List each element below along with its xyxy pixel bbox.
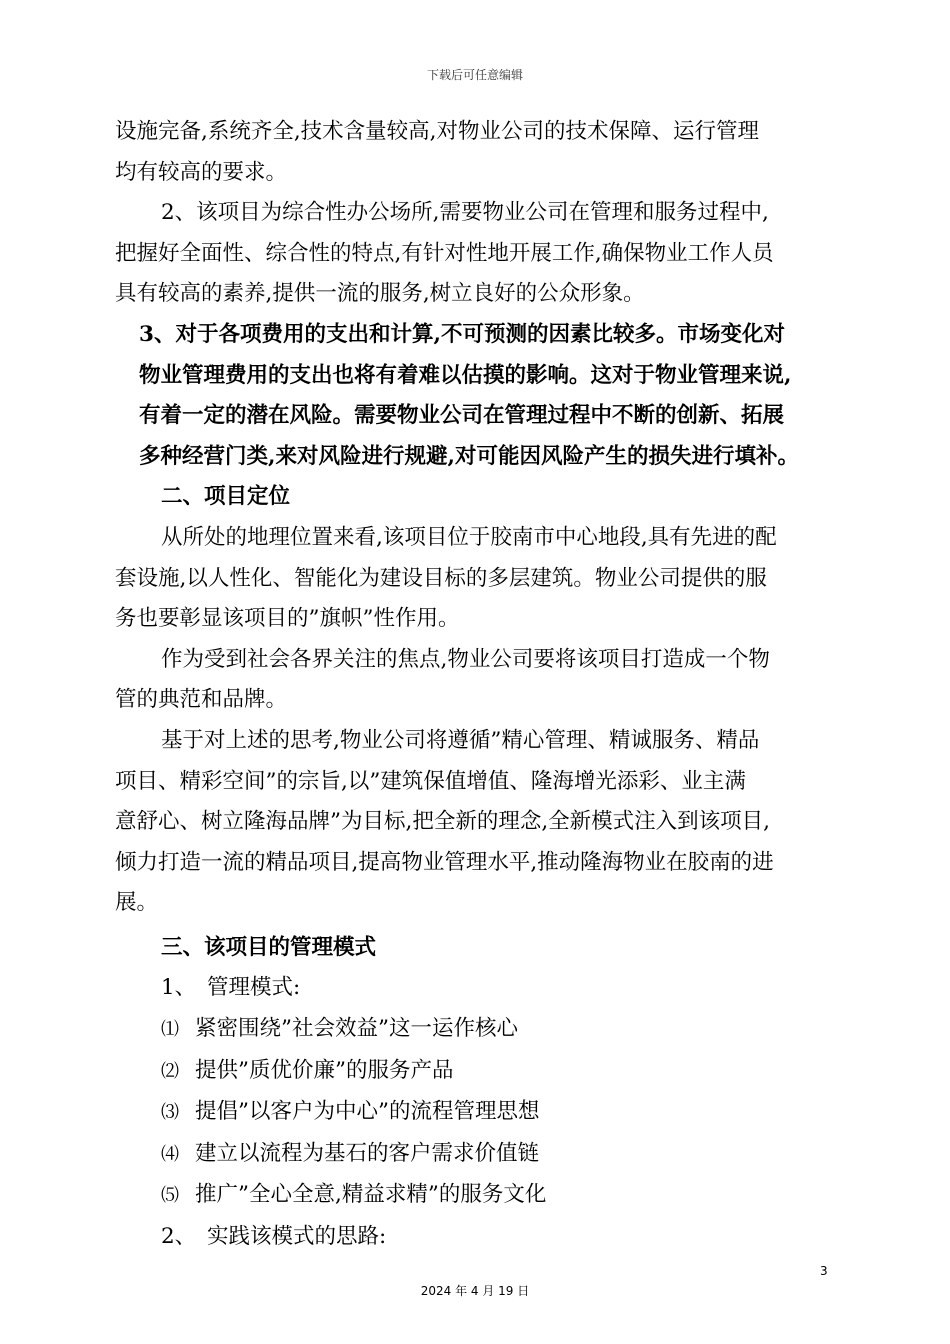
sub-list-text: 提供”质优价廉”的服务产品 <box>195 1057 454 1083</box>
paragraph-line: 从所处的地理位置来看,该项目位于胶南市中心地段,具有先进的配 <box>161 524 777 550</box>
list-text: 实践该模式的思路: <box>207 1224 387 1250</box>
paragraph-line: 意舒心、树立隆海品牌”为目标,把全新的理念,全新模式注入到该项目, <box>115 809 770 835</box>
bold-line: 3、对于各项费用的支出和计算,不可预测的因素比较多。市场变化对 <box>139 321 785 347</box>
list-item <box>115 968 845 1009</box>
list-item <box>115 1217 845 1258</box>
paragraph-line: 具有较高的素养,提供一流的服务,树立良好的公众形象。 <box>115 281 645 307</box>
sub-list-item <box>115 1175 845 1217</box>
document-body <box>115 112 845 1258</box>
page-number: 3 <box>820 1264 828 1278</box>
sub-list-number: ⑸ <box>161 1185 179 1207</box>
paragraph-line: 把握好全面性、综合性的特点,有针对性地开展工作,确保物业工作人员 <box>115 240 774 266</box>
paragraph-line: 设施完备,系统齐全,技术含量较高,对物业公司的技术保障、运行管理 <box>115 119 760 144</box>
list-number: 1、 <box>161 975 197 1001</box>
paragraph-line: 务也要彰显该项目的”旗帜”性作用。 <box>115 606 460 632</box>
bold-line: 多种经营门类,来对风险进行规避,对可能因风险产生的损失进行填补。 <box>139 443 799 469</box>
paragraph-line: 作为受到社会各界关注的焦点,物业公司要将该项目打造成一个物 <box>161 646 770 672</box>
sub-list-text: 推广”全心全意,精益求精”的服务文化 <box>195 1182 547 1208</box>
sub-list-item <box>115 1009 845 1051</box>
section-heading: 三、该项目的管理模式 <box>161 934 377 960</box>
paragraph-line: 管的典范和品牌。 <box>115 687 288 713</box>
bold-line: 物业管理费用的支出也将有着难以估摸的影响。这对于物业管理来说, <box>139 362 792 388</box>
paragraph-line: 基于对上述的思考,物业公司将遵循”精心管理、精诚服务、精品 <box>161 727 760 753</box>
sub-list-item <box>115 1051 845 1093</box>
list-number: 2、 <box>161 1224 197 1250</box>
sub-list-item <box>115 1092 845 1134</box>
paragraph-line: 2、该项目为综合性办公场所,需要物业公司在管理和服务过程中, <box>161 200 769 226</box>
sub-list-text: 紧密围绕”社会效益”这一运作核心 <box>195 1016 518 1042</box>
list-text: 管理模式: <box>207 975 301 1001</box>
paragraph-line: 套设施,以人性化、智能化为建设目标的多层建筑。物业公司提供的服 <box>115 565 767 591</box>
sub-list-text: 提倡”以客户为中心”的流程管理思想 <box>195 1099 540 1125</box>
sub-list-text: 建立以流程为基石的客户需求价值链 <box>195 1140 540 1166</box>
sub-list-number: ⑴ <box>161 1019 179 1041</box>
sub-list-number: ⑶ <box>161 1102 179 1124</box>
paragraph-line: 倾力打造一流的精品项目,提高物业管理水平,推动隆海物业在胶南的进 <box>115 849 774 875</box>
bold-paragraph <box>115 315 845 477</box>
sub-list-number: ⑷ <box>161 1143 179 1165</box>
bold-line: 有着一定的潜在风险。需要物业公司在管理过程中不断的创新、拓展 <box>139 403 785 429</box>
footer-date: 2024 年 4 月 19 日 <box>420 1284 530 1298</box>
sub-list-item <box>115 1134 845 1176</box>
page-header: 下载后可任意编辑 <box>426 68 523 82</box>
section-heading: 二、项目定位 <box>161 484 291 510</box>
paragraph-line: 均有较高的要求。 <box>115 159 288 185</box>
paragraph-line: 展。 <box>115 890 159 916</box>
paragraph-line: 项目、精彩空间”的宗旨,以”建筑保值增值、隆海增光添彩、业主满 <box>115 768 746 794</box>
sub-list-number: ⑵ <box>161 1060 179 1082</box>
